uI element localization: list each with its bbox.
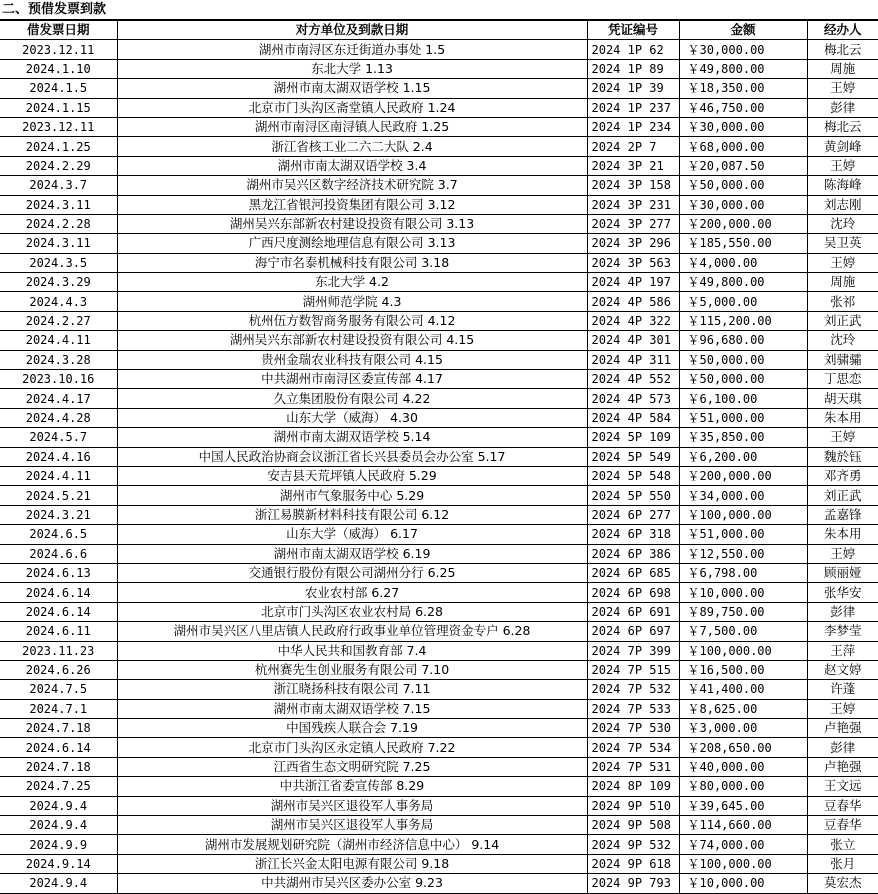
table-body	[0, 40, 878, 893]
advance-invoice-table	[0, 20, 878, 894]
amount-cell[interactable]: ￥115,200.00	[679, 311, 807, 330]
handler-cell[interactable]: 许蓬	[807, 680, 878, 699]
invoice-date-cell[interactable]: 2024.6.26	[0, 660, 117, 679]
amount-cell[interactable]: ￥30,000.00	[679, 117, 807, 136]
table-row	[0, 447, 878, 466]
voucher-number-cell[interactable]: 2024 9P 618	[587, 854, 679, 873]
counterparty-cell[interactable]: 中国人民政治协商会议浙江省长兴县委员会办公室 5.17	[117, 447, 587, 466]
table-row	[0, 79, 878, 98]
counterparty-cell[interactable]: 湖州市南浔区南浔镇人民政府 1.25	[117, 117, 587, 136]
amount-cell[interactable]: ￥16,500.00	[679, 660, 807, 679]
amount-cell[interactable]: ￥10,000.00	[679, 583, 807, 602]
counterparty-cell[interactable]: 杭州伍方数智商务服务有限公司 4.12	[117, 311, 587, 330]
counterparty-cell[interactable]: 湖州市发展规划研究院（湖州市经济信息中心） 9.14	[117, 835, 587, 854]
handler-cell[interactable]: 顾丽娅	[807, 563, 878, 582]
handler-cell[interactable]: 吴卫英	[807, 234, 878, 253]
invoice-date-cell[interactable]: 2024.9.4	[0, 816, 117, 835]
invoice-date-cell[interactable]: 2024.4.3	[0, 292, 117, 311]
voucher-number-cell[interactable]: 2024 4P 197	[587, 273, 679, 292]
voucher-number-cell[interactable]: 2024 4P 573	[587, 389, 679, 408]
handler-cell[interactable]: 王婷	[807, 699, 878, 718]
counterparty-cell[interactable]: 湖州市南太湖双语学校 3.4	[117, 156, 587, 175]
table-row	[0, 331, 878, 350]
table-row	[0, 874, 878, 893]
table-row	[0, 156, 878, 175]
counterparty-cell[interactable]: 湖州市南太湖双语学校 7.15	[117, 699, 587, 718]
counterparty-cell[interactable]: 贵州金瑞农业科技有限公司 4.15	[117, 350, 587, 369]
invoice-date-cell[interactable]: 2024.1.15	[0, 98, 117, 117]
amount-cell[interactable]: ￥51,000.00	[679, 525, 807, 544]
handler-cell[interactable]: 彭律	[807, 602, 878, 621]
table-row	[0, 835, 878, 854]
amount-cell[interactable]: ￥200,000.00	[679, 466, 807, 485]
amount-cell[interactable]: ￥51,000.00	[679, 408, 807, 427]
amount-cell[interactable]: ￥50,000.00	[679, 370, 807, 389]
voucher-number-cell[interactable]: 2024 7P 530	[587, 719, 679, 738]
amount-cell[interactable]: ￥49,800.00	[679, 273, 807, 292]
handler-cell[interactable]: 王婷	[807, 253, 878, 272]
table-row	[0, 622, 878, 641]
handler-cell[interactable]: 豆春华	[807, 796, 878, 815]
table-row	[0, 777, 878, 796]
invoice-date-cell[interactable]: 2024.3.21	[0, 505, 117, 524]
amount-cell[interactable]: ￥18,350.00	[679, 79, 807, 98]
table-row	[0, 273, 878, 292]
invoice-date-cell[interactable]: 2023.10.16	[0, 370, 117, 389]
table-row	[0, 816, 878, 835]
counterparty-cell[interactable]: 东北大学 1.13	[117, 59, 587, 78]
handler-cell[interactable]: 王萍	[807, 641, 878, 660]
counterparty-cell[interactable]: 北京市门头沟区永定镇人民政府 7.22	[117, 738, 587, 757]
amount-cell[interactable]: ￥35,850.00	[679, 428, 807, 447]
voucher-number-cell[interactable]: 2024 6P 277	[587, 505, 679, 524]
amount-cell[interactable]: ￥6,200.00	[679, 447, 807, 466]
handler-cell[interactable]: 朱本用	[807, 408, 878, 427]
voucher-number-cell[interactable]: 2024 8P 109	[587, 777, 679, 796]
counterparty-cell[interactable]: 中共湖州市吴兴区委办公室 9.23	[117, 874, 587, 893]
table-row	[0, 59, 878, 78]
amount-cell[interactable]: ￥96,680.00	[679, 331, 807, 350]
voucher-number-cell[interactable]: 2024 3P 231	[587, 195, 679, 214]
handler-cell[interactable]: 张立	[807, 835, 878, 854]
table-row	[0, 137, 878, 156]
table-row	[0, 292, 878, 311]
handler-cell[interactable]: 王文远	[807, 777, 878, 796]
table-row	[0, 350, 878, 369]
counterparty-cell[interactable]: 湖州吴兴东部新农村建设投资有限公司 3.13	[117, 214, 587, 233]
invoice-date-cell[interactable]: 2024.6.13	[0, 563, 117, 582]
voucher-number-cell[interactable]: 2024 3P 21	[587, 156, 679, 175]
voucher-number-cell[interactable]: 2024 3P 277	[587, 214, 679, 233]
table-row	[0, 563, 878, 582]
voucher-number-cell[interactable]: 2024 4P 301	[587, 331, 679, 350]
handler-cell[interactable]: 王婷	[807, 544, 878, 563]
counterparty-cell[interactable]: 山东大学（威海） 4.30	[117, 408, 587, 427]
counterparty-cell[interactable]: 交通银行股份有限公司湖州分行 6.25	[117, 563, 587, 582]
header-voucher-number[interactable]: 凭证编号	[587, 21, 679, 40]
voucher-number-cell[interactable]: 2024 6P 386	[587, 544, 679, 563]
amount-cell[interactable]: ￥5,000.00	[679, 292, 807, 311]
counterparty-cell[interactable]: 浙江易膜新材料科技有限公司 6.12	[117, 505, 587, 524]
voucher-number-cell[interactable]: 2024 7P 533	[587, 699, 679, 718]
amount-cell[interactable]: ￥50,000.00	[679, 350, 807, 369]
table-row	[0, 757, 878, 776]
handler-cell[interactable]: 李梦莹	[807, 622, 878, 641]
amount-cell[interactable]: ￥50,000.00	[679, 176, 807, 195]
counterparty-cell[interactable]: 中华人民共和国教育部 7.4	[117, 641, 587, 660]
voucher-number-cell[interactable]: 2024 6P 318	[587, 525, 679, 544]
amount-cell[interactable]: ￥100,000.00	[679, 854, 807, 873]
handler-cell[interactable]: 王婷	[807, 79, 878, 98]
header-handler[interactable]: 经办人	[807, 21, 878, 40]
handler-cell[interactable]: 朱本用	[807, 525, 878, 544]
voucher-number-cell[interactable]: 2024 4P 552	[587, 370, 679, 389]
invoice-date-cell[interactable]: 2024.2.27	[0, 311, 117, 330]
amount-cell[interactable]: ￥100,000.00	[679, 641, 807, 660]
table-row	[0, 680, 878, 699]
handler-cell[interactable]: 孟嘉锋	[807, 505, 878, 524]
invoice-date-cell[interactable]: 2024.9.14	[0, 854, 117, 873]
amount-cell[interactable]: ￥89,750.00	[679, 602, 807, 621]
invoice-date-cell[interactable]: 2024.9.4	[0, 796, 117, 815]
table-row	[0, 195, 878, 214]
amount-cell[interactable]: ￥3,000.00	[679, 719, 807, 738]
handler-cell[interactable]: 沈玲	[807, 331, 878, 350]
invoice-date-cell[interactable]: 2024.4.17	[0, 389, 117, 408]
header-amount[interactable]: 金额	[679, 21, 807, 40]
invoice-date-cell[interactable]: 2024.9.9	[0, 835, 117, 854]
invoice-date-cell[interactable]: 2024.3.28	[0, 350, 117, 369]
table-row	[0, 544, 878, 563]
table-row	[0, 40, 878, 59]
section-title: 二、预借发票到款	[0, 0, 878, 20]
amount-cell[interactable]: ￥7,500.00	[679, 622, 807, 641]
counterparty-cell[interactable]: 浙江长兴金太阳电源有限公司 9.18	[117, 854, 587, 873]
counterparty-cell[interactable]: 湖州师范学院 4.3	[117, 292, 587, 311]
table-row	[0, 525, 878, 544]
counterparty-cell[interactable]: 久立集团股份有限公司 4.22	[117, 389, 587, 408]
handler-cell[interactable]: 黄剑峰	[807, 137, 878, 156]
counterparty-cell[interactable]: 广西尺度测绘地理信息有限公司 3.13	[117, 234, 587, 253]
invoice-date-cell[interactable]: 2024.4.16	[0, 447, 117, 466]
handler-cell[interactable]: 刘志刚	[807, 195, 878, 214]
voucher-number-cell[interactable]: 2024 9P 510	[587, 796, 679, 815]
invoice-date-cell[interactable]: 2024.9.4	[0, 874, 117, 893]
handler-cell[interactable]: 张月	[807, 854, 878, 873]
invoice-date-cell[interactable]: 2024.6.14	[0, 583, 117, 602]
voucher-number-cell[interactable]: 2024 4P 586	[587, 292, 679, 311]
voucher-number-cell[interactable]: 2024 4P 322	[587, 311, 679, 330]
amount-cell[interactable]: ￥100,000.00	[679, 505, 807, 524]
handler-cell[interactable]: 胡天琪	[807, 389, 878, 408]
table-row	[0, 583, 878, 602]
invoice-date-cell[interactable]: 2024.1.25	[0, 137, 117, 156]
handler-cell[interactable]: 卢艳强	[807, 757, 878, 776]
handler-cell[interactable]: 刘正武	[807, 311, 878, 330]
invoice-date-cell[interactable]: 2024.5.7	[0, 428, 117, 447]
amount-cell[interactable]: ￥208,650.00	[679, 738, 807, 757]
handler-cell[interactable]: 彭律	[807, 738, 878, 757]
counterparty-cell[interactable]: 湖州吴兴东部新农村建设投资有限公司 4.15	[117, 331, 587, 350]
counterparty-cell[interactable]: 浙江省核工业二六二大队 2.4	[117, 137, 587, 156]
handler-cell[interactable]: 魏於钰	[807, 447, 878, 466]
invoice-date-cell[interactable]: 2024.6.11	[0, 622, 117, 641]
voucher-number-cell[interactable]: 2024 4P 584	[587, 408, 679, 427]
invoice-date-cell[interactable]: 2024.7.5	[0, 680, 117, 699]
amount-cell[interactable]: ￥46,750.00	[679, 98, 807, 117]
handler-cell[interactable]: 张祁	[807, 292, 878, 311]
amount-cell[interactable]: ￥40,000.00	[679, 757, 807, 776]
amount-cell[interactable]: ￥6,100.00	[679, 389, 807, 408]
invoice-date-cell[interactable]: 2024.3.11	[0, 195, 117, 214]
amount-cell[interactable]: ￥10,000.00	[679, 874, 807, 893]
invoice-date-cell[interactable]: 2024.1.10	[0, 59, 117, 78]
invoice-date-cell[interactable]: 2024.2.28	[0, 214, 117, 233]
table-row	[0, 98, 878, 117]
handler-cell[interactable]: 梅北云	[807, 117, 878, 136]
voucher-number-cell[interactable]: 2024 9P 508	[587, 816, 679, 835]
invoice-date-cell[interactable]: 2024.3.29	[0, 273, 117, 292]
voucher-number-cell[interactable]: 2024 6P 685	[587, 563, 679, 582]
amount-cell[interactable]: ￥80,000.00	[679, 777, 807, 796]
voucher-number-cell[interactable]: 2024 1P 234	[587, 117, 679, 136]
amount-cell[interactable]: ￥41,400.00	[679, 680, 807, 699]
invoice-date-cell[interactable]: 2024.7.18	[0, 719, 117, 738]
table-row	[0, 719, 878, 738]
counterparty-cell[interactable]: 湖州市吴兴区退役军人事务局	[117, 796, 587, 815]
table-row	[0, 602, 878, 621]
header-counterparty[interactable]: 对方单位及到款日期	[117, 21, 587, 40]
counterparty-cell[interactable]: 中共湖州市南浔区委宣传部 4.17	[117, 370, 587, 389]
counterparty-cell[interactable]: 湖州市南浔区东迁街道办事处 1.5	[117, 40, 587, 59]
voucher-number-cell[interactable]: 2024 3P 296	[587, 234, 679, 253]
voucher-number-cell[interactable]: 2024 1P 62	[587, 40, 679, 59]
handler-cell[interactable]: 丁思恋	[807, 370, 878, 389]
table-row	[0, 738, 878, 757]
counterparty-cell[interactable]: 海宁市名泰机械科技有限公司 3.18	[117, 253, 587, 272]
voucher-number-cell[interactable]: 2024 5P 549	[587, 447, 679, 466]
voucher-number-cell[interactable]: 2024 1P 89	[587, 59, 679, 78]
invoice-date-cell[interactable]: 2024.4.11	[0, 331, 117, 350]
handler-cell[interactable]: 莫宏杰	[807, 874, 878, 893]
table-row	[0, 176, 878, 195]
amount-cell[interactable]: ￥8,625.00	[679, 699, 807, 718]
handler-cell[interactable]: 赵文婷	[807, 660, 878, 679]
amount-cell[interactable]: ￥20,087.50	[679, 156, 807, 175]
amount-cell[interactable]: ￥49,800.00	[679, 59, 807, 78]
counterparty-cell[interactable]: 东北大学 4.2	[117, 273, 587, 292]
invoice-date-cell[interactable]: 2024.7.1	[0, 699, 117, 718]
amount-cell[interactable]: ￥30,000.00	[679, 40, 807, 59]
handler-cell[interactable]: 邓齐勇	[807, 466, 878, 485]
voucher-number-cell[interactable]: 2024 7P 399	[587, 641, 679, 660]
counterparty-cell[interactable]: 湖州市吴兴区数字经济技术研究院 3.7	[117, 176, 587, 195]
handler-cell[interactable]: 梅北云	[807, 40, 878, 59]
table-row	[0, 428, 878, 447]
voucher-number-cell[interactable]: 2024 7P 531	[587, 757, 679, 776]
amount-cell[interactable]: ￥34,000.00	[679, 486, 807, 505]
voucher-number-cell[interactable]: 2024 3P 158	[587, 176, 679, 195]
invoice-date-cell[interactable]: 2024.3.5	[0, 253, 117, 272]
handler-cell[interactable]: 豆春华	[807, 816, 878, 835]
handler-cell[interactable]: 卢艳强	[807, 719, 878, 738]
table-row	[0, 660, 878, 679]
handler-cell[interactable]: 刘骕骦	[807, 350, 878, 369]
amount-cell[interactable]: ￥200,000.00	[679, 214, 807, 233]
voucher-number-cell[interactable]: 2024 7P 515	[587, 660, 679, 679]
handler-cell[interactable]: 张华安	[807, 583, 878, 602]
handler-cell[interactable]: 王婷	[807, 428, 878, 447]
invoice-date-cell[interactable]: 2024.2.29	[0, 156, 117, 175]
invoice-date-cell[interactable]: 2024.7.18	[0, 757, 117, 776]
voucher-number-cell[interactable]: 2024 3P 563	[587, 253, 679, 272]
handler-cell[interactable]: 彭律	[807, 98, 878, 117]
invoice-date-cell[interactable]: 2024.7.25	[0, 777, 117, 796]
amount-cell[interactable]: ￥30,000.00	[679, 195, 807, 214]
table-row	[0, 505, 878, 524]
counterparty-cell[interactable]: 湖州市气象服务中心 5.29	[117, 486, 587, 505]
amount-cell[interactable]: ￥114,660.00	[679, 816, 807, 835]
counterparty-cell[interactable]: 江西省生态文明研究院 7.25	[117, 757, 587, 776]
table-row	[0, 699, 878, 718]
table-row	[0, 389, 878, 408]
amount-cell[interactable]: ￥6,798.00	[679, 563, 807, 582]
handler-cell[interactable]: 周施	[807, 273, 878, 292]
invoice-date-cell[interactable]: 2024.3.11	[0, 234, 117, 253]
voucher-number-cell[interactable]: 2024 4P 311	[587, 350, 679, 369]
handler-cell[interactable]: 刘正武	[807, 486, 878, 505]
table-row	[0, 311, 878, 330]
voucher-number-cell[interactable]: 2024 7P 534	[587, 738, 679, 757]
handler-cell[interactable]: 陈海峰	[807, 176, 878, 195]
voucher-number-cell[interactable]: 2024 1P 237	[587, 98, 679, 117]
counterparty-cell[interactable]: 黑龙江省银河投资集团有限公司 3.12	[117, 195, 587, 214]
voucher-number-cell[interactable]: 2024 5P 548	[587, 466, 679, 485]
table-row	[0, 370, 878, 389]
invoice-date-cell[interactable]: 2024.6.5	[0, 525, 117, 544]
table-row	[0, 253, 878, 272]
voucher-number-cell[interactable]: 2024 6P 697	[587, 622, 679, 641]
counterparty-cell[interactable]: 北京市门头沟区农业农村局 6.28	[117, 602, 587, 621]
amount-cell[interactable]: ￥39,645.00	[679, 796, 807, 815]
counterparty-cell[interactable]: 安吉县天荒坪镇人民政府 5.29	[117, 466, 587, 485]
header-invoice-date[interactable]: 借发票日期	[0, 21, 117, 40]
counterparty-cell[interactable]: 湖州市吴兴区八里店镇人民政府行政事业单位管理资金专户 6.28	[117, 622, 587, 641]
counterparty-cell[interactable]: 湖州市南太湖双语学校 5.14	[117, 428, 587, 447]
amount-cell[interactable]: ￥185,550.00	[679, 234, 807, 253]
invoice-date-cell[interactable]: 2024.3.7	[0, 176, 117, 195]
table-row	[0, 486, 878, 505]
voucher-number-cell[interactable]: 2024 5P 550	[587, 486, 679, 505]
invoice-date-cell[interactable]: 2024.6.14	[0, 602, 117, 621]
voucher-number-cell[interactable]: 2024 1P 39	[587, 79, 679, 98]
invoice-date-cell[interactable]: 2024.1.5	[0, 79, 117, 98]
handler-cell[interactable]: 周施	[807, 59, 878, 78]
invoice-date-cell[interactable]: 2023.12.11	[0, 117, 117, 136]
invoice-date-cell[interactable]: 2024.6.6	[0, 544, 117, 563]
counterparty-cell[interactable]: 山东大学（威海） 6.17	[117, 525, 587, 544]
handler-cell[interactable]: 沈玲	[807, 214, 878, 233]
table-row	[0, 466, 878, 485]
invoice-date-cell[interactable]: 2024.6.14	[0, 738, 117, 757]
voucher-number-cell[interactable]: 2024 9P 793	[587, 874, 679, 893]
table-row	[0, 408, 878, 427]
voucher-number-cell[interactable]: 2024 6P 698	[587, 583, 679, 602]
header-row	[0, 21, 878, 40]
voucher-number-cell[interactable]: 2024 6P 691	[587, 602, 679, 621]
counterparty-cell[interactable]: 杭州赛先生创业服务有限公司 7.10	[117, 660, 587, 679]
counterparty-cell[interactable]: 湖州市南太湖双语学校 1.15	[117, 79, 587, 98]
counterparty-cell[interactable]: 中共浙江省委宣传部 8.29	[117, 777, 587, 796]
handler-cell[interactable]: 王婷	[807, 156, 878, 175]
counterparty-cell[interactable]: 中国残疾人联合会 7.19	[117, 719, 587, 738]
voucher-number-cell[interactable]: 2024 2P 7	[587, 137, 679, 156]
voucher-number-cell[interactable]: 2024 5P 109	[587, 428, 679, 447]
table-row	[0, 641, 878, 660]
amount-cell[interactable]: ￥74,000.00	[679, 835, 807, 854]
invoice-date-cell[interactable]: 2024.4.11	[0, 466, 117, 485]
voucher-number-cell[interactable]: 2024 7P 532	[587, 680, 679, 699]
table-row	[0, 214, 878, 233]
invoice-date-cell[interactable]: 2024.4.28	[0, 408, 117, 427]
invoice-date-cell[interactable]: 2024.5.21	[0, 486, 117, 505]
counterparty-cell[interactable]: 北京市门头沟区斋堂镇人民政府 1.24	[117, 98, 587, 117]
table-row	[0, 796, 878, 815]
amount-cell[interactable]: ￥68,000.00	[679, 137, 807, 156]
counterparty-cell[interactable]: 湖州市南太湖双语学校 6.19	[117, 544, 587, 563]
voucher-number-cell[interactable]: 2024 9P 532	[587, 835, 679, 854]
invoice-date-cell[interactable]: 2023.11.23	[0, 641, 117, 660]
table-row	[0, 117, 878, 136]
counterparty-cell[interactable]: 湖州市吴兴区退役军人事务局	[117, 816, 587, 835]
amount-cell[interactable]: ￥12,550.00	[679, 544, 807, 563]
counterparty-cell[interactable]: 浙江晓扬科技有限公司 7.11	[117, 680, 587, 699]
counterparty-cell[interactable]: 农业农村部 6.27	[117, 583, 587, 602]
table-row	[0, 234, 878, 253]
invoice-date-cell[interactable]: 2023.12.11	[0, 40, 117, 59]
amount-cell[interactable]: ￥4,000.00	[679, 253, 807, 272]
